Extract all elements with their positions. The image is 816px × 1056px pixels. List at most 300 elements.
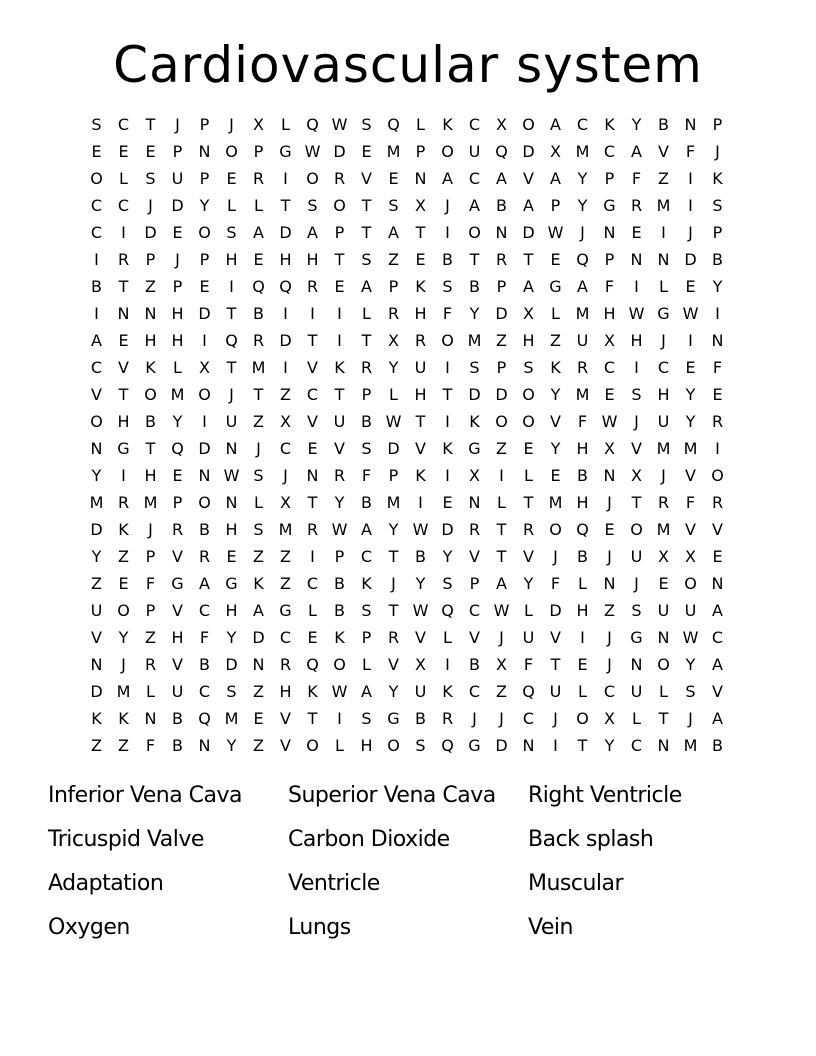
grid-letter[interactable]: A (91, 331, 102, 350)
grid-letter[interactable]: U (414, 682, 427, 701)
grid-letter[interactable]: I (121, 223, 126, 242)
grid-letter[interactable]: C (117, 115, 130, 134)
grid-letter[interactable]: N (414, 169, 427, 188)
grid-letter[interactable]: J (688, 709, 693, 728)
grid-letter[interactable]: O (576, 709, 589, 728)
grid-letter[interactable]: D (198, 304, 211, 323)
grid-letter[interactable]: P (172, 493, 183, 512)
grid-letter[interactable]: C (603, 682, 616, 701)
grid-letter[interactable]: E (118, 142, 129, 161)
grid-letter[interactable]: Y (388, 520, 399, 539)
grid-letter[interactable]: L (335, 736, 344, 755)
grid-letter[interactable]: Q (306, 115, 319, 134)
grid-letter[interactable]: X (469, 466, 480, 485)
grid-letter[interactable]: D (684, 250, 697, 269)
grid-letter[interactable]: F (550, 574, 561, 593)
grid-letter[interactable]: V (307, 412, 318, 431)
grid-letter[interactable]: R (522, 520, 535, 539)
grid-letter[interactable]: P (361, 385, 372, 404)
grid-letter[interactable]: O (657, 655, 670, 674)
grid-letter[interactable]: Z (118, 547, 129, 566)
grid-letter[interactable]: E (577, 655, 588, 674)
grid-letter[interactable]: L (362, 304, 371, 323)
grid-letter[interactable]: T (523, 250, 534, 269)
grid-letter[interactable]: R (171, 520, 184, 539)
grid-letter[interactable]: Z (91, 574, 102, 593)
grid-letter[interactable]: K (334, 358, 345, 377)
grid-letter[interactable]: O (144, 385, 157, 404)
grid-letter[interactable]: Y (469, 304, 480, 323)
grid-letter[interactable]: F (712, 358, 723, 377)
grid-letter[interactable]: S (361, 250, 372, 269)
grid-letter[interactable]: I (445, 223, 450, 242)
grid-letter[interactable]: K (361, 574, 372, 593)
grid-letter[interactable]: I (445, 412, 450, 431)
grid-letter[interactable]: X (253, 115, 264, 134)
grid-letter[interactable]: L (578, 574, 587, 593)
grid-letter[interactable]: W (601, 412, 618, 431)
grid-letter[interactable]: R (252, 331, 265, 350)
grid-letter[interactable]: E (91, 142, 102, 161)
grid-letter[interactable]: V (172, 547, 183, 566)
grid-letter[interactable]: X (415, 196, 426, 215)
grid-letter[interactable]: W (412, 520, 429, 539)
grid-letter[interactable]: G (630, 628, 643, 647)
grid-letter[interactable]: B (469, 655, 480, 674)
grid-letter[interactable]: L (173, 358, 182, 377)
grid-letter[interactable]: I (445, 358, 450, 377)
grid-letter[interactable]: Y (685, 655, 696, 674)
grid-letter[interactable]: V (415, 628, 426, 647)
grid-letter[interactable]: J (229, 115, 234, 134)
grid-letter[interactable]: J (607, 628, 612, 647)
grid-letter[interactable]: K (604, 115, 615, 134)
grid-letter[interactable]: A (550, 169, 561, 188)
grid-letter[interactable]: W (304, 142, 321, 161)
grid-letter[interactable]: N (144, 304, 157, 323)
grid-letter[interactable]: O (468, 223, 481, 242)
grid-letter[interactable]: N (144, 709, 157, 728)
grid-letter[interactable]: C (198, 601, 211, 620)
grid-letter[interactable]: A (550, 115, 561, 134)
grid-letter[interactable]: Z (145, 277, 156, 296)
grid-letter[interactable]: N (495, 223, 508, 242)
grid-letter[interactable]: M (656, 196, 671, 215)
grid-letter[interactable]: H (576, 601, 589, 620)
grid-letter[interactable]: Y (388, 682, 399, 701)
grid-letter[interactable]: Z (145, 628, 156, 647)
grid-letter[interactable]: G (279, 601, 292, 620)
grid-letter[interactable]: T (496, 547, 507, 566)
grid-letter[interactable]: X (523, 304, 534, 323)
grid-letter[interactable]: L (524, 601, 533, 620)
grid-letter[interactable]: N (630, 655, 643, 674)
grid-letter[interactable]: O (522, 385, 535, 404)
grid-letter[interactable]: E (685, 358, 696, 377)
grid-letter[interactable]: Z (604, 601, 615, 620)
grid-letter[interactable]: Z (253, 412, 264, 431)
grid-letter[interactable]: R (468, 520, 481, 539)
grid-letter[interactable]: A (388, 223, 399, 242)
grid-letter[interactable]: W (331, 115, 348, 134)
grid-letter[interactable]: Y (91, 547, 102, 566)
grid-letter[interactable]: I (94, 250, 99, 269)
grid-letter[interactable]: V (172, 601, 183, 620)
grid-letter[interactable]: C (279, 628, 292, 647)
grid-letter[interactable]: T (145, 115, 156, 134)
grid-letter[interactable]: J (688, 223, 693, 242)
grid-letter[interactable]: P (415, 142, 426, 161)
grid-letter[interactable]: F (199, 628, 210, 647)
grid-letter[interactable]: J (472, 709, 477, 728)
grid-letter[interactable]: W (331, 682, 348, 701)
grid-letter[interactable]: N (711, 574, 724, 593)
grid-letter[interactable]: V (685, 466, 696, 485)
grid-letter[interactable]: G (117, 439, 130, 458)
grid-letter[interactable]: U (576, 331, 589, 350)
grid-letter[interactable]: A (361, 682, 372, 701)
grid-letter[interactable]: D (495, 385, 508, 404)
grid-letter[interactable]: E (226, 169, 237, 188)
grid-letter[interactable]: D (522, 223, 535, 242)
grid-letter[interactable]: X (199, 358, 210, 377)
grid-letter[interactable]: V (712, 682, 723, 701)
grid-letter[interactable]: P (334, 223, 345, 242)
grid-letter[interactable]: I (283, 304, 288, 323)
grid-letter[interactable]: L (254, 196, 263, 215)
grid-letter[interactable]: P (496, 277, 507, 296)
grid-letter[interactable]: A (712, 709, 723, 728)
grid-letter[interactable]: E (604, 385, 615, 404)
grid-letter[interactable]: I (688, 169, 693, 188)
grid-letter[interactable]: T (361, 223, 372, 242)
grid-letter[interactable]: N (603, 223, 616, 242)
grid-letter[interactable]: U (468, 142, 481, 161)
grid-letter[interactable]: K (469, 412, 480, 431)
grid-letter[interactable]: T (415, 223, 426, 242)
grid-letter[interactable]: D (90, 682, 103, 701)
grid-letter[interactable]: W (223, 466, 240, 485)
grid-letter[interactable]: B (577, 466, 588, 485)
grid-letter[interactable]: M (116, 682, 131, 701)
grid-letter[interactable]: J (391, 574, 396, 593)
grid-letter[interactable]: K (307, 682, 318, 701)
grid-letter[interactable]: E (118, 574, 129, 593)
grid-letter[interactable]: R (414, 331, 427, 350)
grid-letter[interactable]: B (658, 115, 669, 134)
grid-letter[interactable]: D (225, 655, 238, 674)
grid-letter[interactable]: V (280, 736, 291, 755)
grid-letter[interactable]: J (661, 331, 666, 350)
grid-letter[interactable]: E (307, 439, 318, 458)
grid-letter[interactable]: E (550, 466, 561, 485)
grid-letter[interactable]: J (607, 493, 612, 512)
grid-letter[interactable]: M (278, 520, 293, 539)
grid-letter[interactable]: K (118, 709, 129, 728)
grid-letter[interactable]: E (307, 628, 318, 647)
grid-letter[interactable]: P (550, 196, 561, 215)
grid-letter[interactable]: T (307, 331, 318, 350)
grid-letter[interactable]: F (361, 466, 372, 485)
grid-letter[interactable]: X (280, 412, 291, 431)
grid-letter[interactable]: B (712, 250, 723, 269)
grid-letter[interactable]: V (334, 439, 345, 458)
grid-letter[interactable]: C (576, 115, 589, 134)
grid-letter[interactable]: J (175, 115, 180, 134)
grid-letter[interactable]: I (202, 412, 207, 431)
grid-letter[interactable]: J (553, 547, 558, 566)
grid-letter[interactable]: P (199, 169, 210, 188)
grid-letter[interactable]: P (145, 250, 156, 269)
grid-letter[interactable]: S (307, 196, 318, 215)
grid-letter[interactable]: Z (253, 736, 264, 755)
grid-letter[interactable]: V (361, 169, 372, 188)
grid-letter[interactable]: P (199, 250, 210, 269)
grid-letter[interactable]: Y (577, 196, 588, 215)
grid-letter[interactable]: A (307, 223, 318, 242)
grid-letter[interactable]: I (634, 358, 639, 377)
grid-letter[interactable]: H (522, 331, 535, 350)
grid-letter[interactable]: U (684, 601, 697, 620)
grid-letter[interactable]: H (225, 250, 238, 269)
grid-letter[interactable]: N (468, 493, 481, 512)
grid-letter[interactable]: A (253, 223, 264, 242)
grid-letter[interactable]: S (442, 574, 453, 593)
grid-letter[interactable]: B (91, 277, 102, 296)
grid-letter[interactable]: P (469, 574, 480, 593)
grid-letter[interactable]: B (442, 250, 453, 269)
grid-letter[interactable]: A (523, 196, 534, 215)
grid-letter[interactable]: L (578, 682, 587, 701)
grid-letter[interactable]: T (415, 412, 426, 431)
grid-letter[interactable]: T (226, 358, 237, 377)
grid-letter[interactable]: M (386, 142, 401, 161)
grid-letter[interactable]: P (604, 169, 615, 188)
grid-letter[interactable]: K (145, 358, 156, 377)
grid-letter[interactable]: I (310, 304, 315, 323)
grid-letter[interactable]: P (604, 250, 615, 269)
grid-letter[interactable]: I (553, 736, 558, 755)
grid-letter[interactable]: C (468, 601, 481, 620)
grid-letter[interactable]: T (307, 493, 318, 512)
grid-letter[interactable]: A (712, 601, 723, 620)
grid-letter[interactable]: E (145, 142, 156, 161)
grid-letter[interactable]: M (224, 709, 239, 728)
grid-letter[interactable]: J (607, 655, 612, 674)
grid-letter[interactable]: D (549, 601, 562, 620)
grid-letter[interactable]: I (94, 304, 99, 323)
grid-letter[interactable]: I (337, 709, 342, 728)
grid-letter[interactable]: D (198, 439, 211, 458)
grid-letter[interactable]: I (580, 628, 585, 647)
grid-letter[interactable]: T (145, 439, 156, 458)
grid-letter[interactable]: C (657, 358, 670, 377)
grid-letter[interactable]: A (442, 169, 453, 188)
grid-letter[interactable]: G (279, 142, 292, 161)
grid-letter[interactable]: A (496, 574, 507, 593)
grid-letter[interactable]: K (712, 169, 723, 188)
grid-letter[interactable]: S (631, 385, 642, 404)
grid-letter[interactable]: X (550, 142, 561, 161)
grid-letter[interactable]: E (550, 250, 561, 269)
grid-letter[interactable]: E (253, 250, 264, 269)
grid-letter[interactable]: F (145, 736, 156, 755)
grid-letter[interactable]: T (334, 385, 345, 404)
grid-letter[interactable]: B (334, 601, 345, 620)
grid-letter[interactable]: L (146, 682, 155, 701)
grid-letter[interactable]: Z (496, 331, 507, 350)
grid-letter[interactable]: K (415, 466, 426, 485)
grid-letter[interactable]: E (415, 250, 426, 269)
grid-letter[interactable]: X (496, 115, 507, 134)
grid-letter[interactable]: R (360, 358, 373, 377)
grid-letter[interactable]: M (170, 385, 185, 404)
grid-letter[interactable]: L (632, 709, 641, 728)
grid-letter[interactable]: S (685, 682, 696, 701)
grid-letter[interactable]: J (553, 709, 558, 728)
grid-letter[interactable]: U (225, 412, 238, 431)
grid-letter[interactable]: V (118, 358, 129, 377)
grid-letter[interactable]: M (251, 358, 266, 377)
grid-letter[interactable]: J (499, 628, 504, 647)
grid-letter[interactable]: B (172, 709, 183, 728)
grid-letter[interactable]: N (225, 493, 238, 512)
grid-letter[interactable]: R (117, 493, 130, 512)
grid-letter[interactable]: T (658, 709, 669, 728)
grid-letter[interactable]: I (688, 331, 693, 350)
grid-letter[interactable]: J (499, 709, 504, 728)
grid-letter[interactable]: Q (522, 682, 535, 701)
grid-letter[interactable]: N (198, 736, 211, 755)
grid-letter[interactable]: L (389, 385, 398, 404)
grid-letter[interactable]: T (469, 250, 480, 269)
grid-letter[interactable]: K (118, 520, 129, 539)
grid-letter[interactable]: O (522, 115, 535, 134)
grid-letter[interactable]: P (253, 142, 264, 161)
grid-letter[interactable]: N (90, 655, 103, 674)
grid-letter[interactable]: H (144, 466, 157, 485)
grid-letter[interactable]: P (172, 277, 183, 296)
grid-letter[interactable]: E (172, 223, 183, 242)
grid-letter[interactable]: D (495, 736, 508, 755)
grid-letter[interactable]: V (550, 412, 561, 431)
grid-letter[interactable]: Y (523, 574, 534, 593)
grid-letter[interactable]: O (630, 520, 643, 539)
grid-letter[interactable]: O (333, 196, 346, 215)
grid-letter[interactable]: V (415, 439, 426, 458)
grid-letter[interactable]: A (631, 142, 642, 161)
grid-letter[interactable]: O (495, 412, 508, 431)
grid-letter[interactable]: N (90, 439, 103, 458)
grid-letter[interactable]: K (550, 358, 561, 377)
grid-letter[interactable]: E (685, 277, 696, 296)
grid-letter[interactable]: G (171, 574, 184, 593)
grid-letter[interactable]: C (90, 358, 103, 377)
grid-letter[interactable]: S (226, 223, 237, 242)
grid-letter[interactable]: W (682, 628, 699, 647)
grid-letter[interactable]: R (198, 547, 211, 566)
grid-letter[interactable]: N (522, 736, 535, 755)
grid-letter[interactable]: O (198, 493, 211, 512)
grid-letter[interactable]: I (445, 466, 450, 485)
grid-letter[interactable]: C (279, 439, 292, 458)
grid-letter[interactable]: H (171, 304, 184, 323)
grid-letter[interactable]: G (387, 709, 400, 728)
grid-letter[interactable]: I (715, 439, 720, 458)
grid-letter[interactable]: V (172, 655, 183, 674)
grid-letter[interactable]: S (145, 169, 156, 188)
grid-letter[interactable]: J (634, 412, 639, 431)
grid-letter[interactable]: J (607, 547, 612, 566)
grid-letter[interactable]: F (685, 142, 696, 161)
grid-letter[interactable]: W (412, 601, 429, 620)
grid-letter[interactable]: Q (441, 736, 454, 755)
grid-letter[interactable]: Y (712, 277, 723, 296)
grid-letter[interactable]: B (496, 196, 507, 215)
grid-letter[interactable]: P (712, 223, 723, 242)
grid-letter[interactable]: F (685, 493, 696, 512)
grid-letter[interactable]: N (711, 331, 724, 350)
grid-letter[interactable]: J (148, 196, 153, 215)
grid-letter[interactable]: T (226, 304, 237, 323)
grid-letter[interactable]: T (388, 547, 399, 566)
grid-letter[interactable]: S (469, 358, 480, 377)
grid-letter[interactable]: Z (658, 169, 669, 188)
grid-letter[interactable]: C (198, 682, 211, 701)
grid-letter[interactable]: V (388, 655, 399, 674)
grid-letter[interactable]: J (175, 250, 180, 269)
grid-letter[interactable]: A (199, 574, 210, 593)
grid-letter[interactable]: X (388, 331, 399, 350)
grid-letter[interactable]: H (657, 385, 670, 404)
grid-letter[interactable]: Q (252, 277, 265, 296)
grid-letter[interactable]: R (630, 196, 643, 215)
grid-letter[interactable]: A (496, 169, 507, 188)
grid-letter[interactable]: U (522, 628, 535, 647)
grid-letter[interactable]: G (549, 277, 562, 296)
grid-letter[interactable]: B (469, 277, 480, 296)
grid-letter[interactable]: S (388, 196, 399, 215)
grid-letter[interactable]: W (628, 304, 645, 323)
grid-letter[interactable]: R (387, 304, 400, 323)
grid-letter[interactable]: V (280, 709, 291, 728)
grid-letter[interactable]: C (630, 736, 643, 755)
grid-letter[interactable]: L (254, 493, 263, 512)
grid-letter[interactable]: Q (279, 277, 292, 296)
grid-letter[interactable]: U (657, 412, 670, 431)
grid-letter[interactable]: P (388, 466, 399, 485)
grid-letter[interactable]: O (684, 574, 697, 593)
grid-letter[interactable]: X (658, 547, 669, 566)
grid-letter[interactable]: K (415, 277, 426, 296)
grid-letter[interactable]: O (90, 412, 103, 431)
grid-letter[interactable]: N (117, 304, 130, 323)
grid-letter[interactable]: O (225, 142, 238, 161)
grid-letter[interactable]: D (495, 304, 508, 323)
grid-letter[interactable]: C (468, 169, 481, 188)
grid-letter[interactable]: C (360, 547, 373, 566)
grid-letter[interactable]: S (361, 709, 372, 728)
grid-letter[interactable]: B (199, 655, 210, 674)
grid-letter[interactable]: I (445, 655, 450, 674)
grid-letter[interactable]: E (442, 493, 453, 512)
grid-letter[interactable]: H (279, 250, 292, 269)
grid-letter[interactable]: Y (442, 547, 453, 566)
grid-letter[interactable]: Y (91, 466, 102, 485)
grid-letter[interactable]: H (576, 493, 589, 512)
grid-letter[interactable]: Z (253, 547, 264, 566)
grid-letter[interactable]: R (252, 169, 265, 188)
